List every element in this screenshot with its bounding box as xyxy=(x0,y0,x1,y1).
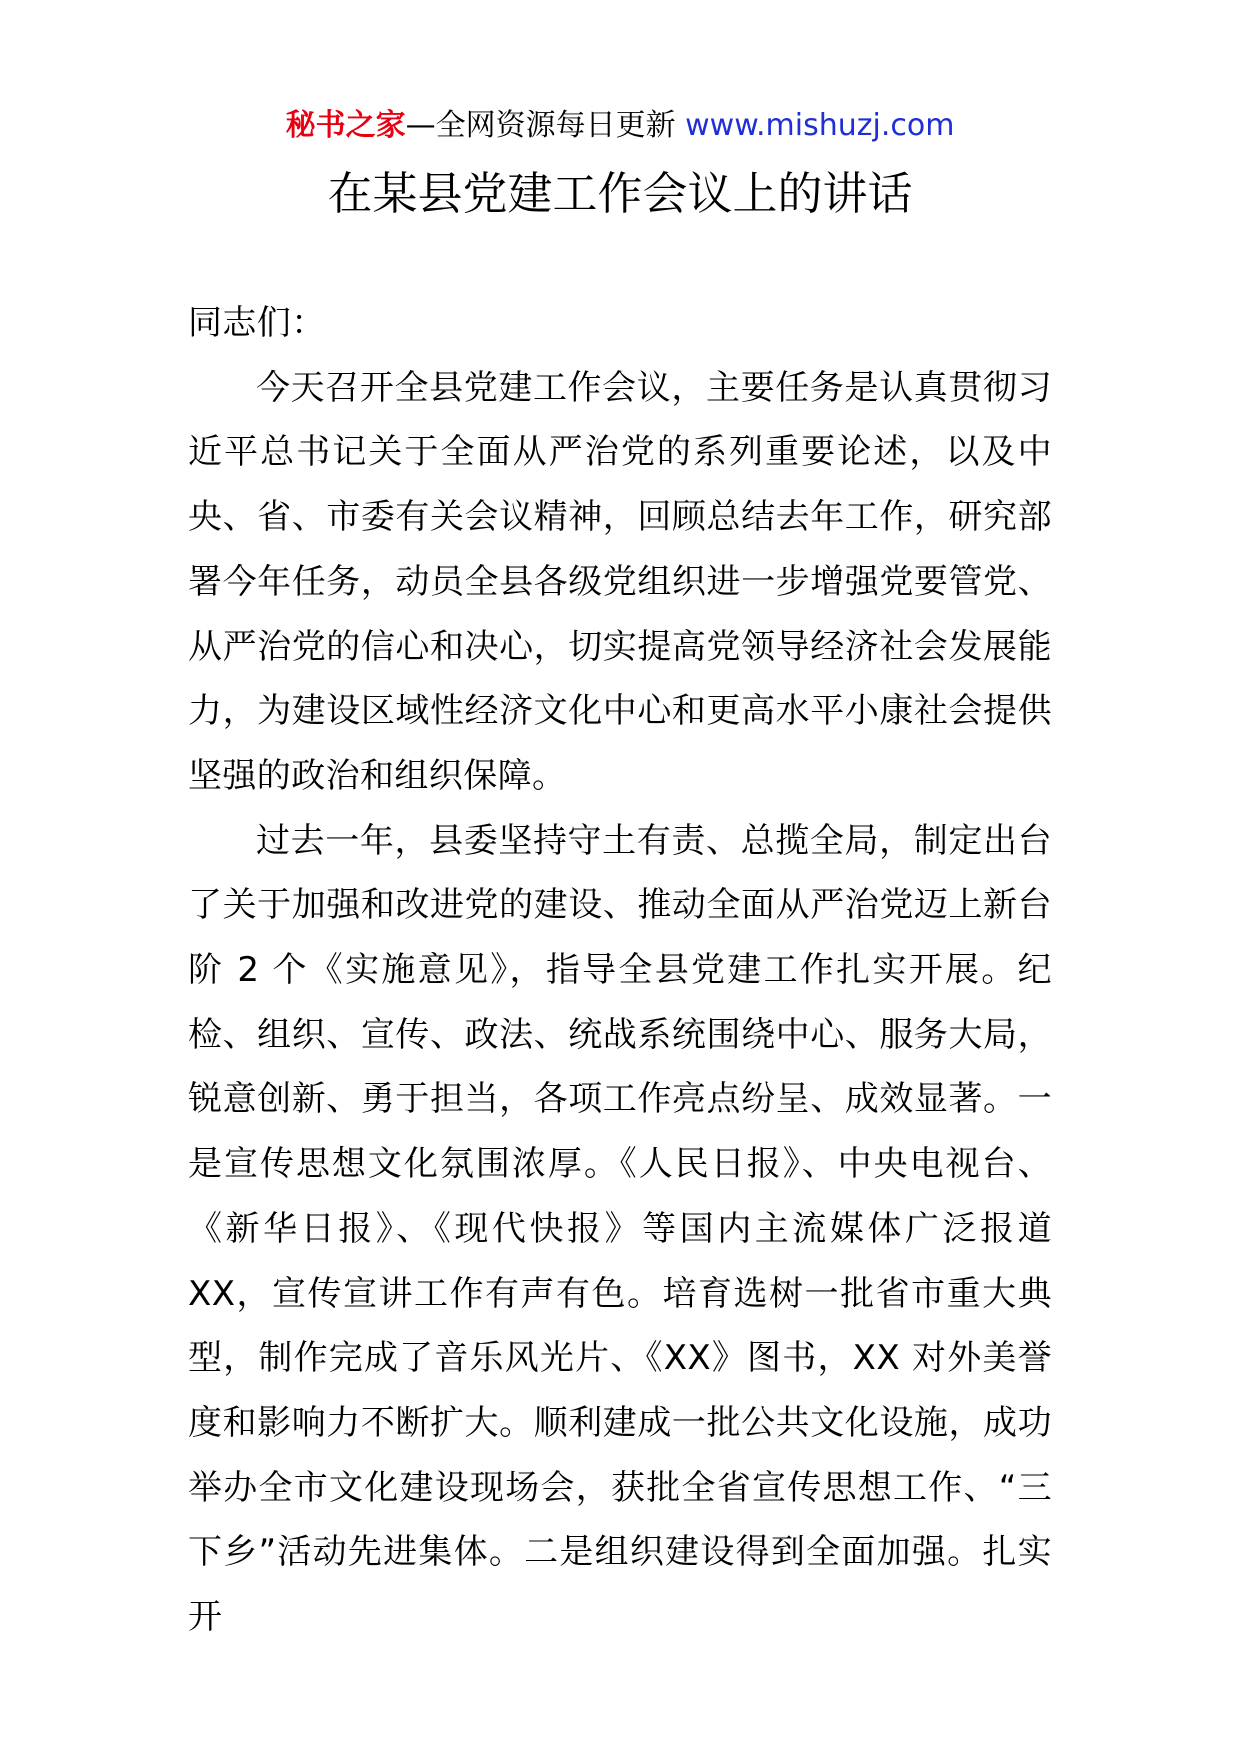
document-title: 在某县党建工作会议上的讲话 xyxy=(327,167,913,220)
body-paragraph: 过去一年，县委坚持守土有责、总揽全局，制定出台了关于加强和改进党的建设、推动全面从严治党迈上新台阶 2 个《实施意见》，指导全县党建工作扎实开展。纪检、组织、宣传、政法、统战系统围绕中心、服务大局，锐意创新、勇于担当，各项工作亮点纷呈、成效显著。一是宣传思想文化氛围浓厚。《人民日报》、中央电视台、《新华日报》、《现代快报》等国内主流媒体广泛报道 XX，宣传宣讲工作有声有色。培育选树一批省市重大典型，制作完成了音乐风光片、《XX》图书，XX 对外美誉度和影响力不断扩大。顺利建成一批公共文化设施，成功举办全市文化建设现场会，获批全省宣传思想工作、“三下乡”活动先进集体。二是组织建设得到全面加强。扎实开 xyxy=(188,820,1052,1638)
brand-name: 秘书之家 xyxy=(285,108,406,143)
salutation: 同志们： xyxy=(188,303,326,343)
site-url-link[interactable]: www.mishuzj.com xyxy=(685,108,955,143)
document-body xyxy=(188,291,1052,1650)
site-header-banner xyxy=(0,104,1240,148)
header-tagline: —全网资源每日更新 xyxy=(405,108,676,143)
body-paragraph: 今天召开全县党建工作会议，主要任务是认真贯彻习近平总书记关于全面从严治党的系列重要论述，以及中央、省、市委有关会议精神，回顾总结去年工作，研究部署今年任务，动员全县各级党组织进一步增强党要管党、从严治党的信心和决心，切实提高党领导经济社会发展能力，为建设区域性经济文化中心和更高水平小康社会提供坚强的政治和组织保障。 xyxy=(188,367,1052,796)
